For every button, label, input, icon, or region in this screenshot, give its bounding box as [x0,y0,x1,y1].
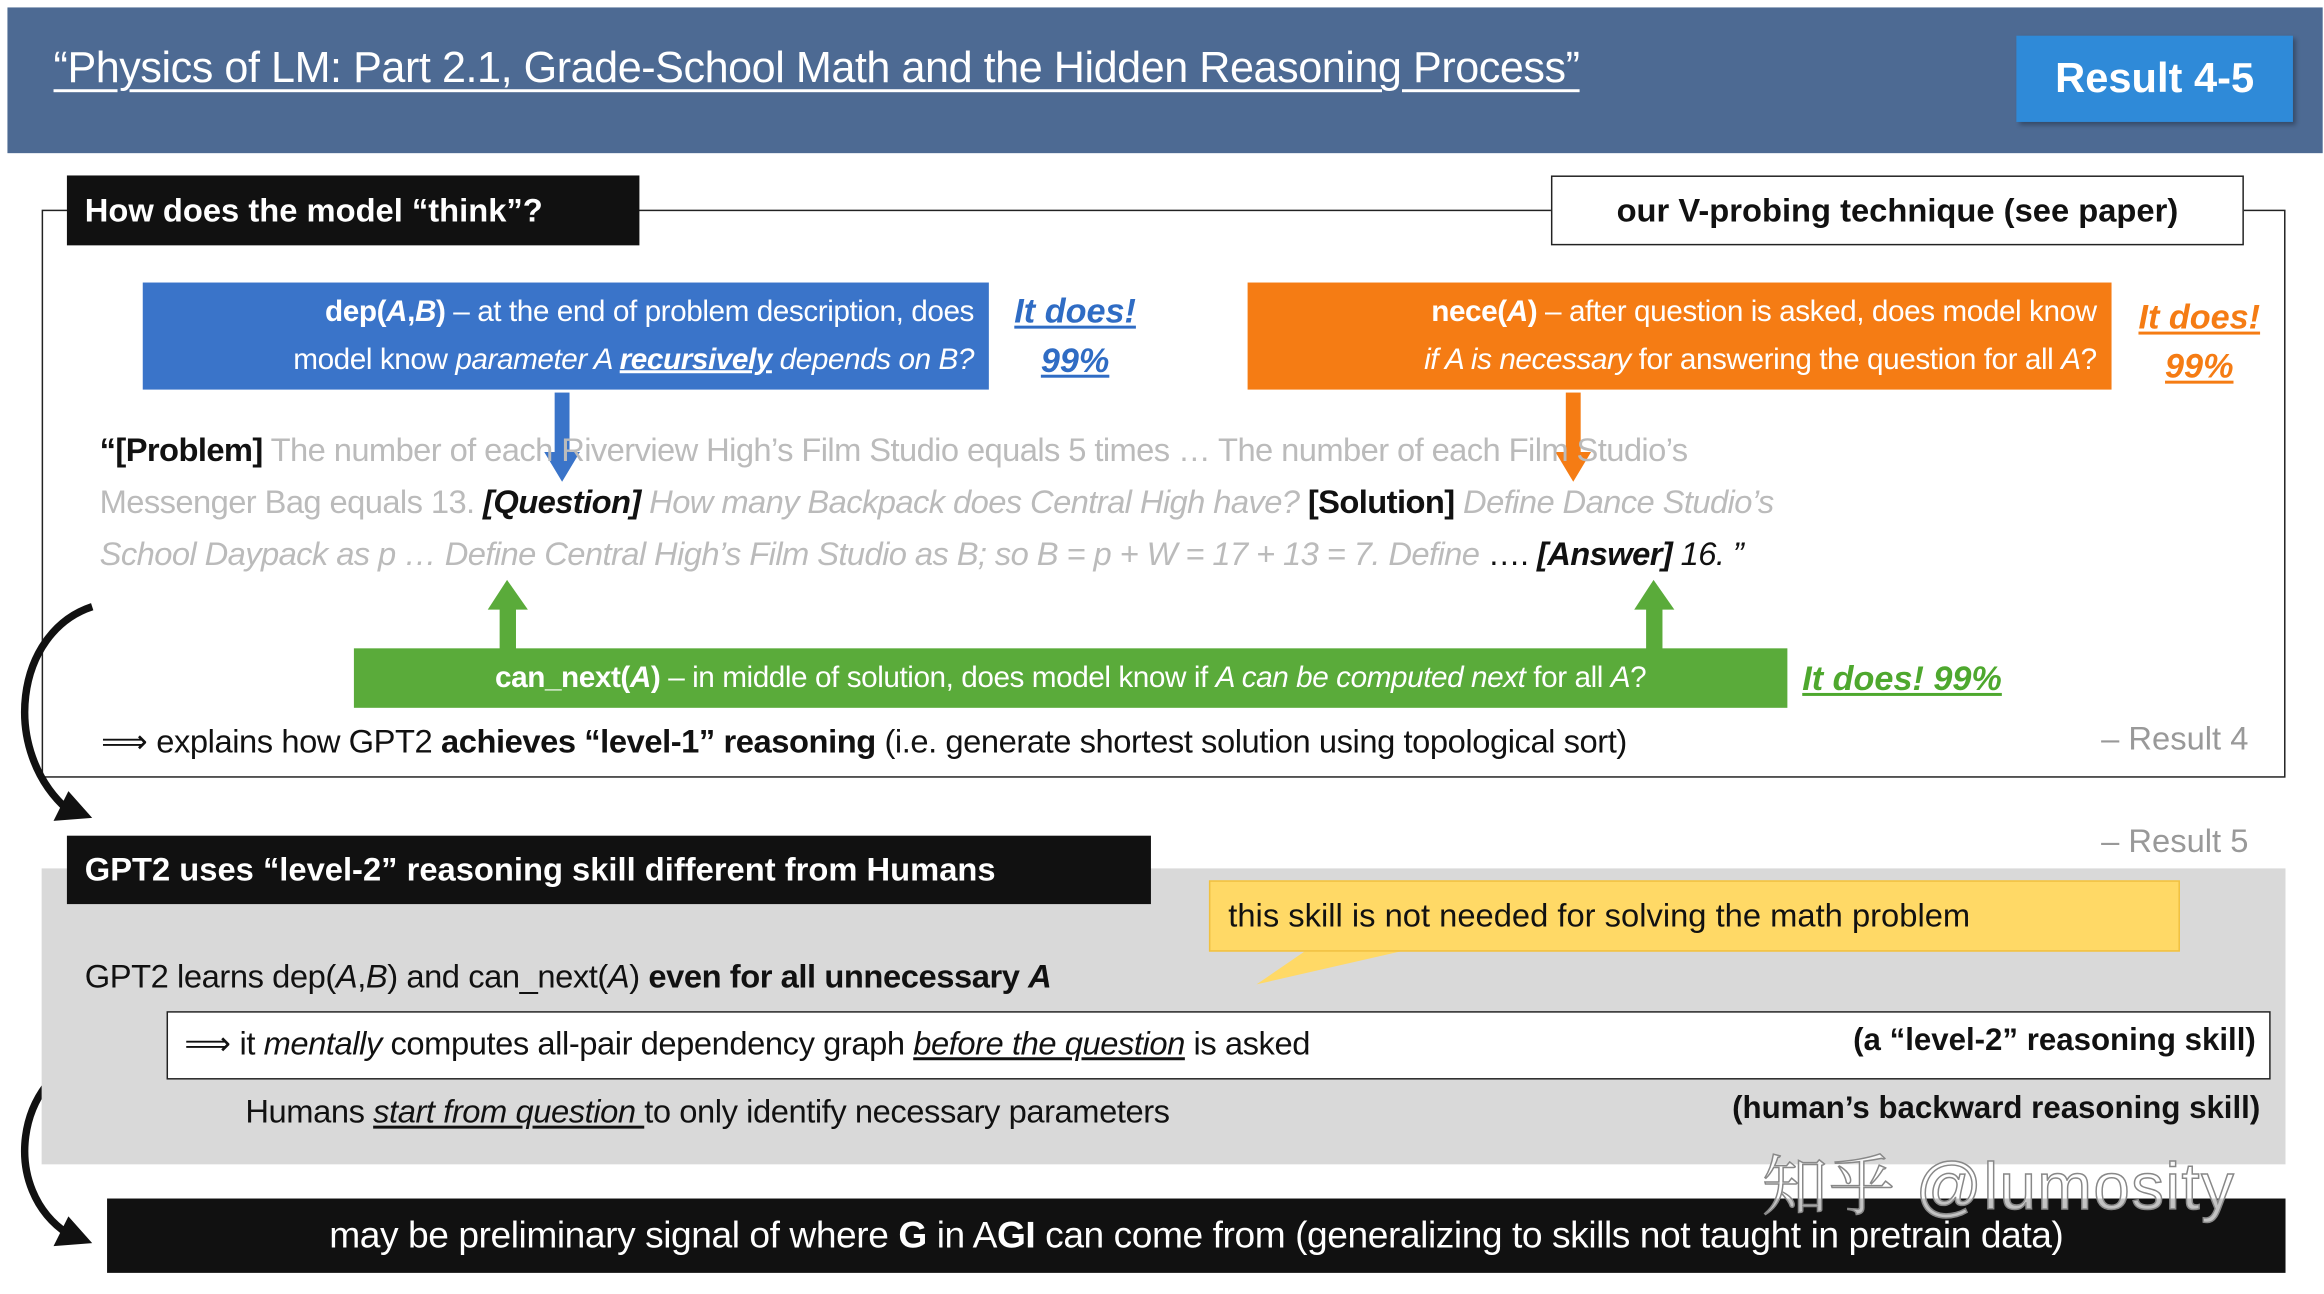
explains-b: achieves “level-1” reasoning [440,722,876,760]
mc: computes all-pair dependency graph [381,1024,914,1062]
result-5-tag: – Result 5 [2101,822,2249,860]
nece-l2b: for answering the question for all [1630,343,2062,377]
humans-line [245,1093,1169,1132]
me: is asked [1184,1024,1310,1062]
bc: can come from (generalizing to skills not taught in pretrain data) [1035,1214,2064,1256]
slide-title: “Physics of LM: Part 2.1, Grade-School Math and the Hidden Reasoning Process” [53,44,1580,93]
implies-icon: ⟹ [101,722,148,760]
nece-a: A [1506,295,1528,329]
nece-l2d: ? [2080,343,2097,377]
lc: , [357,957,366,995]
callout-note: this skill is not needed for solving the math problem [1209,880,2180,951]
dep-comma: , [407,295,415,329]
dep-b: B [414,295,436,329]
lb: ) and can_next( [387,957,608,995]
hb: start from question [373,1092,645,1131]
level2-skill-label: (a “level-2” reasoning skill) [1853,1023,2256,1058]
answer-tag: [Answer] [1528,535,1673,573]
solution-text-2: School Daypack as p … Define Central High’s Film Studio as B; so B = p + W = 17 + 13 = 7. Define [99,535,1488,573]
bgi: GI [996,1214,1036,1256]
cn-re: ? [1630,660,1647,694]
cn-rd: A [1610,660,1631,694]
question-text: How many Backpack does Central High have? [640,483,1308,521]
dep-l2a: model know [293,343,456,377]
problem-text-1: The number of each Riverview High’s Film Studio equals 5 times … The number of each Film Studio’s [262,431,1688,469]
lA: A [335,957,358,995]
human-skill-label: (human’s backward reasoning skill) [1732,1091,2261,1126]
ha: Humans [245,1092,374,1131]
cn-ra: – in middle of solution, does model know if [660,660,1216,694]
explains-a: explains how GPT2 [147,722,441,760]
problem-tag: “[Problem] [99,431,263,469]
dep-name: dep( [325,295,387,329]
section-level2-label: GPT2 uses “level-2” reasoning skill different from Humans [67,836,1151,904]
mental-line [184,1025,1310,1064]
dep-close: ) [435,295,446,329]
nece-close: ) [1527,295,1538,329]
ma: it [230,1024,264,1062]
hc: to only identify necessary parameters [644,1092,1170,1131]
nece-result-1: It does! [2138,297,2261,337]
implies-icon: ⟹ [184,1024,231,1062]
result-badge: Result 4-5 [2016,36,2293,122]
dep-result-2: 99% [1040,340,1110,380]
problem-text-2: Messenger Bag equals 13. [99,483,484,521]
watermark: 知乎 @lumosity [1762,1150,2236,1224]
dep-a: A [386,295,408,329]
learns-line [85,958,1052,997]
lcc: ) [629,957,649,995]
answer-text: 16. ” [1672,535,1744,573]
cn-close: ) [650,660,661,694]
dep-l2b: parameter A [455,343,620,377]
dep-l2c: recursively [619,343,772,377]
solution-text-1: Define Dance Studio’s [1454,483,1774,521]
cn-rb: A can be computed next [1215,660,1526,694]
nece-l2c: A [2061,343,2081,377]
can-next-result: It does! 99% [1802,658,2002,698]
solution-tag: [Solution] [1307,483,1455,521]
bg: G [898,1214,927,1256]
ld: even for all unnecessary [648,957,1029,995]
nece-line1: – after question is asked, does model know [1537,295,2097,329]
question-tag: [Question] [483,483,641,521]
lA3: A [1028,957,1052,995]
bb: in A [926,1214,997,1256]
cn-a: A [629,660,651,694]
dep-result-1: It does! [1014,291,1136,331]
cn-name: can_next( [495,660,630,694]
nece-l2a: if A is necessary [1424,343,1631,377]
section-think-label: How does the model “think”? [67,175,639,245]
lB: B [365,957,388,995]
mb: mentally [263,1024,382,1062]
nece-name: nece( [1431,295,1507,329]
nece-result-2: 99% [2165,346,2234,386]
md: before the question [913,1024,1185,1062]
solution-dots: …. [1487,535,1529,573]
ba: may be preliminary signal of where [329,1214,899,1256]
la: GPT2 learns dep( [84,957,336,995]
cn-rc: for all [1525,660,1611,694]
explains-c: (i.e. generate shortest solution using topological sort) [875,722,1627,760]
result-4-tag: – Result 4 [2101,719,2249,757]
dep-l2d: depends on B? [771,343,974,377]
dep-line1: – at the end of problem description, does [445,295,974,329]
lA2: A [607,957,630,995]
technique-label: our V-probing technique (see paper) [1551,175,2244,245]
